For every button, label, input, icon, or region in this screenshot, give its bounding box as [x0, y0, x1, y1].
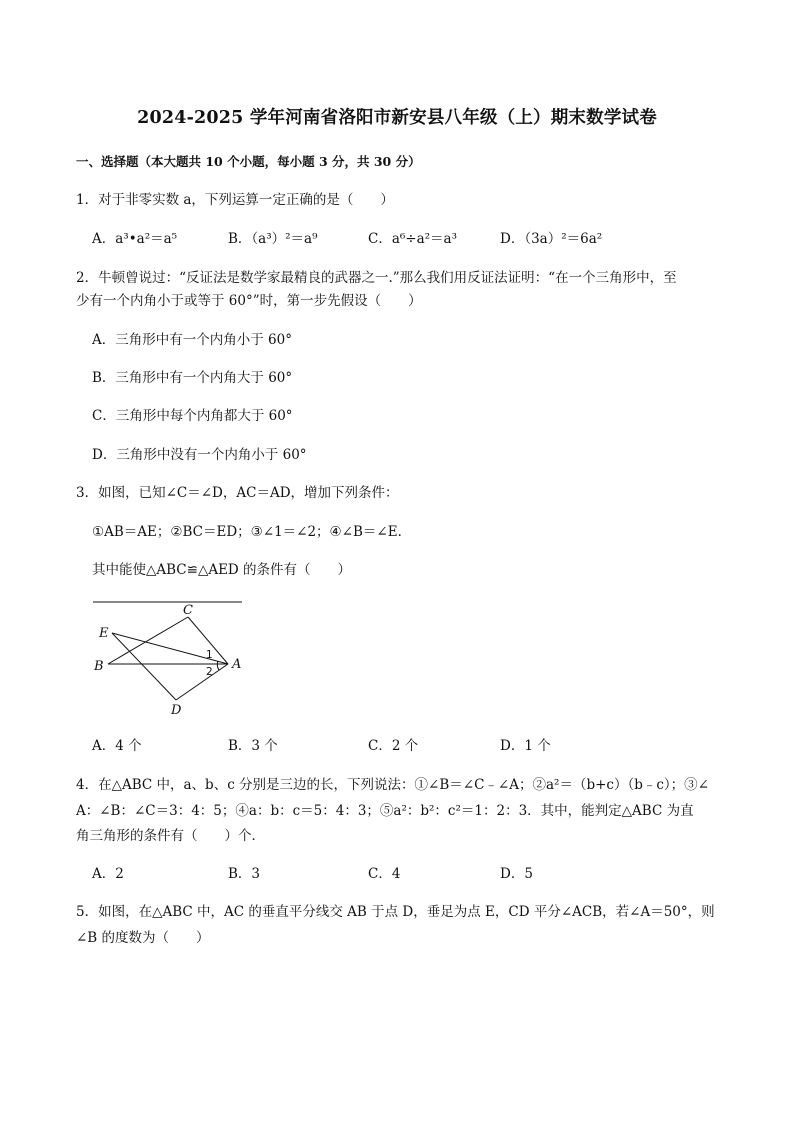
question-3-option-a: A．4 个 [92, 738, 142, 754]
figure-label-angle-1: 1 [206, 649, 213, 661]
figure-label-a: A [232, 657, 242, 672]
question-4-line-1: 4．在△ABC 中，a、b、c 分别是三边的长，下列说法：①∠B＝∠C﹣∠A；②a²＝（b+c）（b﹣c）；③∠ [76, 777, 709, 793]
question-4-option-c: C．4 [368, 866, 401, 882]
question-4-option-a: A．2 [92, 866, 124, 882]
question-3-option-c: C．2 个 [368, 738, 419, 754]
figure-label-angle-2: 2 [206, 666, 213, 678]
angle-arc [217, 661, 219, 670]
figure-label-d: D [171, 703, 182, 718]
exam-title: 2024-2025 学年河南省洛阳市新安县八年级（上）期末数学试卷 [137, 108, 657, 128]
question-1-option-c: C．a⁶÷a²＝a³ [368, 231, 458, 247]
figure-label-c: C [183, 603, 193, 618]
question-3-conditions: ①AB＝AE；②BC＝ED；③∠1＝∠2；④∠B＝∠E． [92, 524, 412, 540]
question-2-stem-line-2: 少有一个内角小于或等于 60°”时，第一步先假设（ ） [76, 293, 422, 309]
question-4-line-3: 角三角形的条件有（ ）个． [76, 828, 265, 844]
segment-bc [108, 617, 188, 664]
question-5-line-2: ∠B 的度数为（ ） [76, 930, 210, 946]
question-3-geometry-figure [88, 596, 258, 721]
question-3-option-b: B．3 个 [228, 738, 278, 754]
question-4-option-d: D．5 [500, 866, 533, 882]
section-heading: 一、选择题（本大题共 10 个小题，每小题 3 分，共 30 分） [76, 154, 421, 169]
question-2-option-a: A．三角形中有一个内角小于 60° [92, 332, 292, 348]
question-2-option-c: C．三角形中每个内角都大于 60° [92, 408, 293, 424]
question-1-stem: 1．对于非零实数 a，下列运算一定正确的是（ ） [76, 192, 394, 208]
question-2-option-d: D．三角形中没有一个内角小于 60° [92, 447, 307, 463]
question-4-line-2: A：∠B：∠C＝3：4：5；④a：b：c＝5：4：3；⑤a²：b²：c²＝1：2：3．其中，能判定△ABC 为直 [76, 803, 694, 819]
figure-label-b: B [94, 659, 104, 674]
question-2-stem-line-1: 2．牛顿曾说过：“反证法是数学家最精良的武器之一.”那么我们用反证法证明：“在一个三角形中，至 [76, 270, 677, 286]
segment-da [176, 664, 228, 700]
figure-label-e: E [99, 626, 109, 641]
question-3-option-d: D．1 个 [500, 738, 551, 754]
question-1-option-d: D．（3a）²＝6a² [500, 231, 603, 247]
question-3-stem: 3．如图，已知∠C＝∠D，AC＝AD，增加下列条件： [76, 485, 399, 501]
question-2-option-b: B．三角形中有一个内角大于 60° [92, 370, 293, 386]
question-1-option-b: B．（a³）²＝a⁹ [228, 231, 318, 247]
question-1-option-a: A．a³•a²＝a⁵ [92, 231, 178, 247]
question-3-ask: 其中能使△ABC≌△AED 的条件有（ ） [92, 562, 352, 578]
question-4-option-b: B．3 [228, 866, 261, 882]
question-5-line-1: 5．如图，在△ABC 中，AC 的垂直平分线交 AB 于点 D，垂足为点 E，CD 平分∠ACB，若∠A＝50°，则 [76, 904, 715, 920]
